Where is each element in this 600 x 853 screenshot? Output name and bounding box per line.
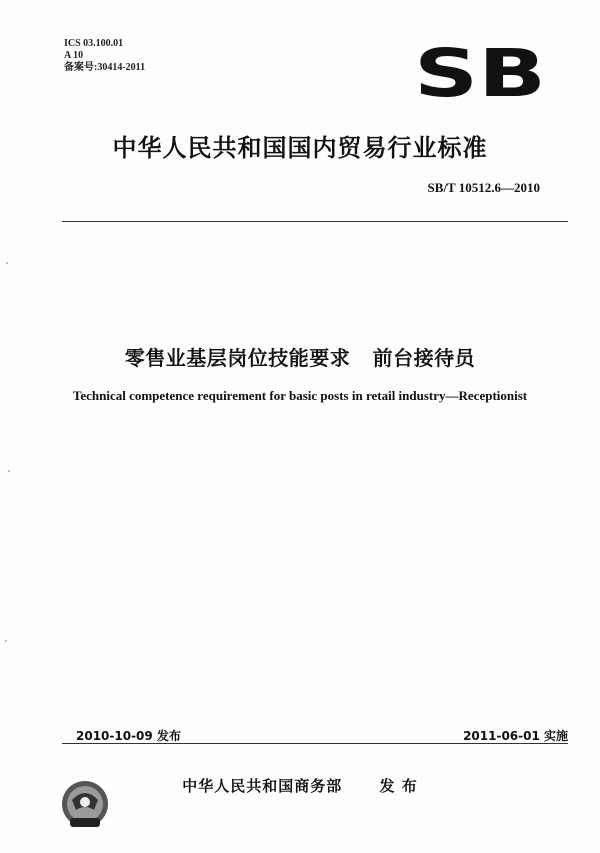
record-number: 备案号:30414-2011	[64, 62, 146, 73]
issue-date: 2010-10-09 发布	[76, 729, 181, 743]
sb-logo-text: SB	[414, 44, 546, 98]
issuing-authority: 中华人民共和国商务部 发 布	[182, 777, 418, 795]
divider-bottom	[62, 743, 568, 744]
scan-speck	[6, 262, 8, 264]
classification-code: A 10	[64, 50, 84, 61]
ics-code: ICS 03.100.01	[64, 38, 124, 49]
title-chinese: 零售业基层岗位技能要求 前台接待员	[124, 346, 476, 370]
scan-speck	[5, 640, 7, 642]
divider-top	[62, 221, 568, 222]
standard-number: SB/T 10512.6—2010	[427, 180, 540, 195]
scan-speck	[8, 470, 10, 472]
standard-category-title: 中华人民共和国国内贸易行业标准	[112, 134, 488, 162]
title-english: Technical competence requirement for basic posts in retail industry—Receptionist	[72, 388, 528, 403]
implementation-date: 2011-06-01 实施	[463, 729, 568, 743]
sb-logo	[412, 44, 548, 98]
